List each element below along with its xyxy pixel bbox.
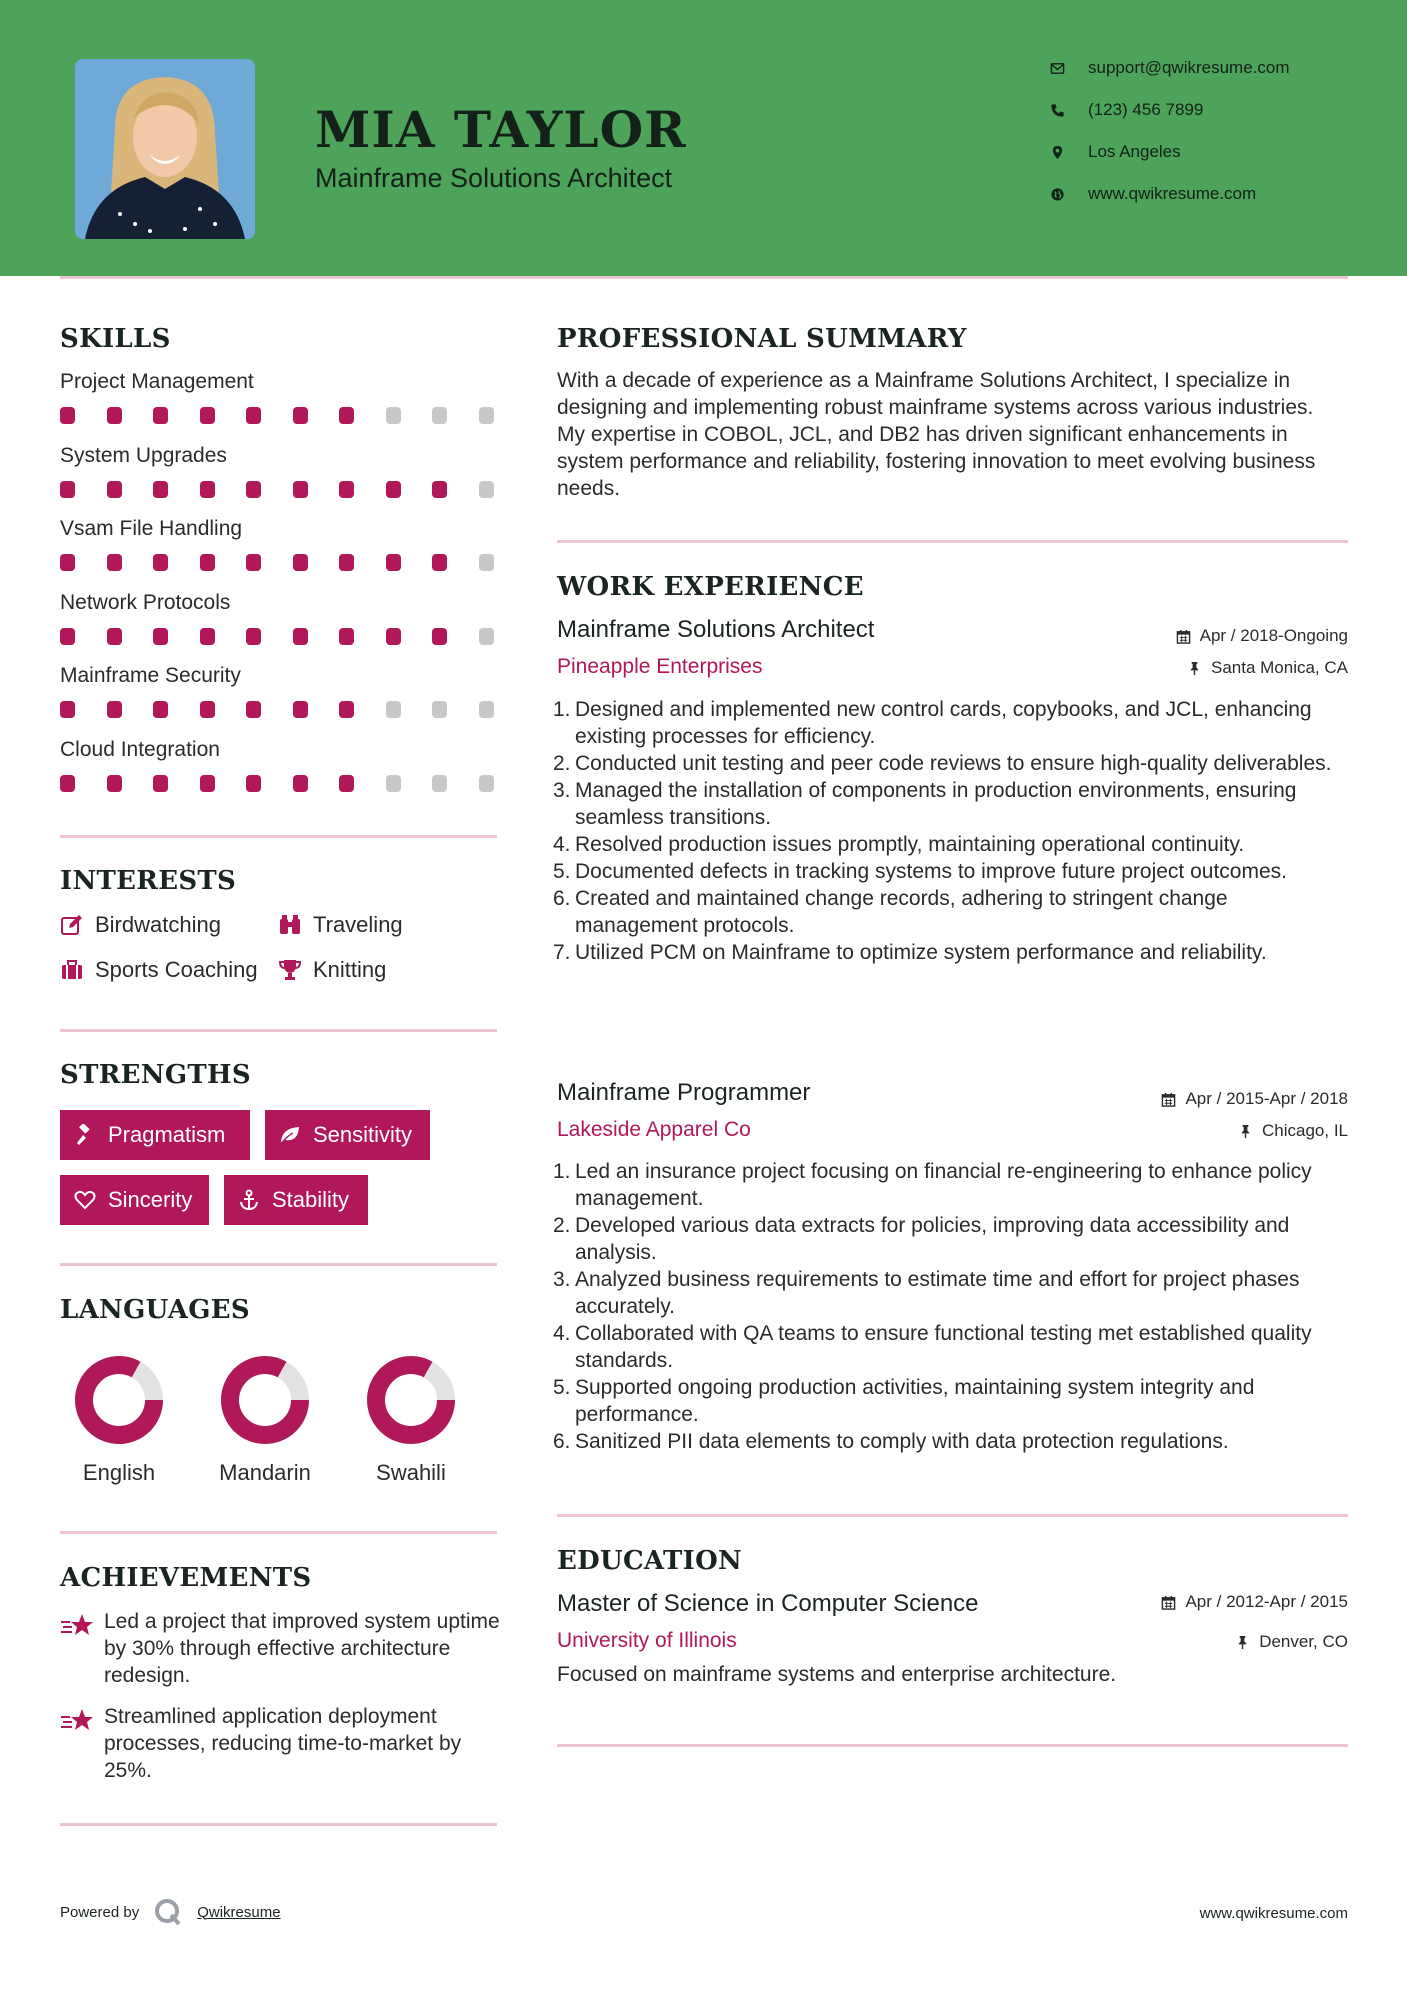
rating-dot-filled bbox=[293, 628, 308, 645]
rating-dot-filled bbox=[246, 481, 261, 498]
rating-dot-filled bbox=[386, 628, 401, 645]
rating-dot-filled bbox=[60, 775, 75, 792]
education-description: Focused on mainframe systems and enterprise architecture. bbox=[557, 1663, 1117, 1686]
rating-dot-filled bbox=[339, 481, 354, 498]
skill-rating bbox=[60, 554, 500, 572]
interest-item bbox=[60, 957, 258, 983]
strength-badge bbox=[60, 1175, 209, 1225]
gavel-icon bbox=[74, 1124, 96, 1146]
trophy-icon bbox=[278, 958, 302, 982]
rating-dot-filled bbox=[107, 775, 122, 792]
rating-dot-filled bbox=[107, 554, 122, 571]
rating-dot-filled bbox=[60, 628, 75, 645]
job-role: Mainframe Programmer bbox=[557, 1079, 811, 1106]
job-dates bbox=[1161, 1089, 1348, 1109]
rating-dot-filled bbox=[339, 628, 354, 645]
anchor-icon bbox=[238, 1189, 260, 1211]
job-bullet: 2. Conducted unit testing and peer code reviews to ensure high-quality deliverables. bbox=[553, 752, 1332, 775]
skill-rating bbox=[60, 481, 500, 499]
job-bullet: 1. Led an insurance project focusing on financial re-engineering to enhance policy management. bbox=[553, 1160, 1312, 1210]
rating-dot-filled bbox=[153, 701, 168, 718]
job-bullet: 6. Created and maintained change records, adhering to stringent change management protocols. bbox=[553, 887, 1228, 937]
rating-dot-filled bbox=[293, 407, 308, 424]
interest-item bbox=[278, 957, 386, 983]
interests-divider bbox=[60, 1029, 497, 1032]
envelope-icon bbox=[1050, 61, 1078, 76]
rating-dot-filled bbox=[293, 775, 308, 792]
skill-name: Project Management bbox=[60, 370, 254, 393]
phone-icon bbox=[1050, 103, 1078, 118]
job-company: Lakeside Apparel Co bbox=[557, 1118, 751, 1141]
rating-dot-filled bbox=[246, 775, 261, 792]
rating-dot-filled bbox=[339, 554, 354, 571]
job-bullet: 7. Utilized PCM on Mainframe to optimize system performance and reliability. bbox=[553, 941, 1267, 964]
skill-name: Vsam File Handling bbox=[60, 517, 243, 540]
pushpin-icon bbox=[1235, 1635, 1250, 1650]
contact-location bbox=[1050, 142, 1370, 162]
header-divider bbox=[60, 276, 1348, 279]
job-bullet: 5. Supported ongoing production activities, maintaining system integrity and performance. bbox=[553, 1376, 1255, 1426]
rating-dot-filled bbox=[107, 628, 122, 645]
language-name: Mandarin bbox=[219, 1460, 311, 1485]
skill-rating bbox=[60, 701, 500, 719]
language-donut bbox=[64, 1355, 174, 1445]
interest-item bbox=[278, 912, 403, 938]
rating-dot-empty bbox=[432, 407, 447, 424]
candidate-title: Mainframe Solutions Architect bbox=[315, 163, 673, 193]
job-location bbox=[1187, 658, 1348, 678]
strength-label: Pragmatism bbox=[108, 1122, 226, 1147]
interests-heading: INTERESTS bbox=[60, 866, 237, 896]
contact-website-text: www.qwikresume.com bbox=[1088, 184, 1257, 203]
rating-dot-filled bbox=[107, 407, 122, 424]
rating-dot-filled bbox=[153, 554, 168, 571]
calendar-icon bbox=[1176, 629, 1191, 644]
skill-name: Cloud Integration bbox=[60, 737, 220, 761]
summary-heading: PROFESSIONAL SUMMARY bbox=[557, 324, 967, 354]
education-school: University of Illinois bbox=[557, 1629, 737, 1652]
job-location-text: Chicago, IL bbox=[1262, 1121, 1348, 1140]
rating-dot-filled bbox=[107, 481, 122, 498]
interest-label: Traveling bbox=[313, 912, 403, 937]
profile-photo bbox=[75, 59, 255, 239]
rating-dot-filled bbox=[153, 628, 168, 645]
contact-email[interactable] bbox=[1050, 58, 1370, 78]
summary-text: With a decade of experience as a Mainframe Solutions Architect, I specialize in designing and implementing robust mainframe systems across various industries. My expertise in COBOL, JCL, and DB2 has driven significant enhancements in system performance and reliability, fostering innovation to meet evolving business needs. bbox=[557, 369, 1316, 500]
job-role: Mainframe Solutions Architect bbox=[557, 616, 875, 643]
education-divider bbox=[557, 1744, 1348, 1747]
rating-dot-filled bbox=[432, 628, 447, 645]
rating-dot-filled bbox=[60, 554, 75, 571]
education-dates-text: Apr / 2012-Apr / 2015 bbox=[1185, 1592, 1348, 1611]
rating-dot-filled bbox=[60, 481, 75, 498]
rating-dot-filled bbox=[339, 775, 354, 792]
skill-rating bbox=[60, 775, 500, 793]
pushpin-icon bbox=[1238, 1124, 1253, 1139]
rating-dot-empty bbox=[479, 701, 494, 718]
rating-dot-filled bbox=[386, 554, 401, 571]
achievements-heading: ACHIEVEMENTS bbox=[60, 1563, 312, 1593]
rating-dot-empty bbox=[386, 775, 401, 792]
rating-dot-filled bbox=[386, 481, 401, 498]
candidate-name: MIA TAYLOR bbox=[315, 100, 687, 159]
powered-by-text: Powered by bbox=[60, 1903, 140, 1921]
job-bullet: 3. Analyzed business requirements to estimate time and effort for project phases accurately. bbox=[553, 1268, 1300, 1318]
rating-dot-empty bbox=[386, 701, 401, 718]
rating-dot-empty bbox=[479, 775, 494, 792]
strength-badge bbox=[60, 1110, 250, 1160]
education-location bbox=[1235, 1632, 1348, 1652]
contact-phone-text: (123) 456 7899 bbox=[1088, 100, 1204, 119]
rating-dot-filled bbox=[153, 407, 168, 424]
job-dates-text: Apr / 2018-Ongoing bbox=[1199, 626, 1348, 645]
language-donut bbox=[356, 1355, 466, 1445]
job-bullet: 2. Developed various data extracts for policies, improving data accessibility and analysis. bbox=[553, 1214, 1290, 1264]
achievement-item bbox=[60, 1608, 500, 1689]
rating-dot-empty bbox=[432, 775, 447, 792]
languages-heading: LANGUAGES bbox=[60, 1295, 250, 1325]
achievement-text: Streamlined application deployment processes, reducing time-to-market by 25%. bbox=[104, 1705, 462, 1782]
skills-heading: SKILLS bbox=[60, 324, 171, 354]
strengths-divider bbox=[60, 1263, 497, 1266]
experience-divider bbox=[557, 1514, 1348, 1517]
strength-label: Stability bbox=[272, 1187, 350, 1212]
rating-dot-filled bbox=[200, 701, 215, 718]
education-heading: EDUCATION bbox=[557, 1546, 743, 1576]
footer-url[interactable]: www.qwikresume.com bbox=[1199, 1905, 1348, 1922]
job-company: Pineapple Enterprises bbox=[557, 655, 763, 678]
job-bullet: 1. Designed and implemented new control cards, copybooks, and JCL, enhancing existing processes for efficiency. bbox=[553, 698, 1312, 748]
strength-label: Sensitivity bbox=[313, 1122, 413, 1147]
rating-dot-filled bbox=[246, 701, 261, 718]
language-name: Swahili bbox=[376, 1460, 446, 1485]
language-donut bbox=[210, 1355, 320, 1445]
rating-dot-filled bbox=[200, 628, 215, 645]
rating-dot-filled bbox=[200, 407, 215, 424]
skill-rating bbox=[60, 628, 500, 646]
rating-dot-filled bbox=[432, 481, 447, 498]
rating-dot-empty bbox=[432, 701, 447, 718]
achievement-text: Led a project that improved system uptime by 30% through effective architecture redesign. bbox=[104, 1610, 500, 1687]
globe-icon bbox=[1050, 187, 1078, 202]
achievements-divider bbox=[60, 1823, 497, 1826]
binoculars-icon bbox=[278, 913, 302, 937]
skill-name: System Upgrades bbox=[60, 443, 227, 467]
rating-dot-empty bbox=[386, 407, 401, 424]
heart-icon bbox=[74, 1189, 96, 1211]
contact-phone[interactable] bbox=[1050, 100, 1370, 120]
rating-dot-filled bbox=[293, 554, 308, 571]
interest-item bbox=[60, 912, 221, 938]
map-pin-icon bbox=[1050, 145, 1078, 160]
rating-dot-filled bbox=[246, 554, 261, 571]
strengths-heading: STRENGTHS bbox=[60, 1060, 251, 1090]
job-bullets bbox=[553, 1158, 1353, 1455]
rating-dot-filled bbox=[339, 701, 354, 718]
job-dates bbox=[1176, 626, 1348, 646]
strength-label: Sincerity bbox=[108, 1187, 193, 1212]
job-bullet: 6. Sanitized PII data elements to comply with data protection regulations. bbox=[553, 1430, 1229, 1453]
shooting-star-icon bbox=[60, 1610, 94, 1640]
job-bullet: 4. Collaborated with QA teams to ensure functional testing met established quality standards. bbox=[553, 1322, 1312, 1372]
pushpin-icon bbox=[1187, 661, 1202, 676]
pencil-square-icon bbox=[60, 913, 84, 937]
rating-dot-filled bbox=[60, 701, 75, 718]
resume-header bbox=[0, 0, 1407, 276]
rating-dot-filled bbox=[246, 407, 261, 424]
brand-link[interactable]: Qwikresume bbox=[197, 1903, 281, 1921]
summary-divider bbox=[557, 540, 1348, 543]
achievement-item bbox=[60, 1703, 500, 1784]
rating-dot-filled bbox=[293, 701, 308, 718]
job-location bbox=[1238, 1121, 1348, 1141]
interest-label: Sports Coaching bbox=[95, 957, 258, 982]
rating-dot-filled bbox=[246, 628, 261, 645]
rating-dot-empty bbox=[479, 407, 494, 424]
skill-name: Network Protocols bbox=[60, 590, 231, 614]
contact-email-text: support@qwikresume.com bbox=[1088, 58, 1290, 77]
skill-rating bbox=[60, 407, 500, 425]
experience-heading: WORK EXPERIENCE bbox=[557, 572, 864, 602]
rating-dot-filled bbox=[200, 554, 215, 571]
job-dates-text: Apr / 2015-Apr / 2018 bbox=[1185, 1089, 1348, 1108]
interest-label: Birdwatching bbox=[95, 912, 221, 937]
job-location-text: Santa Monica, CA bbox=[1210, 658, 1348, 677]
rating-dot-filled bbox=[153, 775, 168, 792]
job-bullet: 4. Resolved production issues promptly, maintaining operational continuity. bbox=[553, 833, 1245, 856]
contact-location-text: Los Angeles bbox=[1088, 142, 1181, 161]
language-name: English bbox=[82, 1460, 156, 1485]
shooting-star-icon bbox=[60, 1705, 94, 1735]
interest-label: Knitting bbox=[313, 957, 387, 982]
briefcase-icon bbox=[60, 958, 84, 982]
languages-divider bbox=[60, 1531, 497, 1534]
contact-website[interactable] bbox=[1050, 184, 1370, 204]
job-bullet: 3. Managed the installation of components in production environments, ensuring seamless transitions. bbox=[553, 779, 1297, 829]
rating-dot-empty bbox=[479, 554, 494, 571]
rating-dot-empty bbox=[479, 481, 494, 498]
rating-dot-filled bbox=[107, 701, 122, 718]
skill-name: Mainframe Security bbox=[60, 664, 241, 687]
education-dates bbox=[1161, 1592, 1348, 1612]
rating-dot-filled bbox=[432, 554, 447, 571]
calendar-icon bbox=[1161, 1595, 1176, 1610]
qwikresume-logo-icon bbox=[153, 1897, 183, 1927]
footer-powered-by bbox=[60, 1897, 281, 1927]
education-degree: Master of Science in Computer Science bbox=[557, 1590, 979, 1617]
rating-dot-filled bbox=[200, 481, 215, 498]
rating-dot-filled bbox=[200, 775, 215, 792]
education-location-text: Denver, CO bbox=[1259, 1632, 1348, 1651]
rating-dot-filled bbox=[153, 481, 168, 498]
leaf-icon bbox=[279, 1124, 301, 1146]
strength-badge bbox=[265, 1110, 430, 1160]
job-bullet: 5. Documented defects in tracking systems to improve future project outcomes. bbox=[553, 860, 1287, 883]
calendar-icon bbox=[1161, 1092, 1176, 1107]
job-bullets bbox=[553, 696, 1353, 966]
rating-dot-filled bbox=[293, 481, 308, 498]
rating-dot-filled bbox=[339, 407, 354, 424]
rating-dot-empty bbox=[479, 628, 494, 645]
rating-dot-filled bbox=[60, 407, 75, 424]
skills-divider bbox=[60, 835, 497, 838]
strength-badge bbox=[224, 1175, 368, 1225]
